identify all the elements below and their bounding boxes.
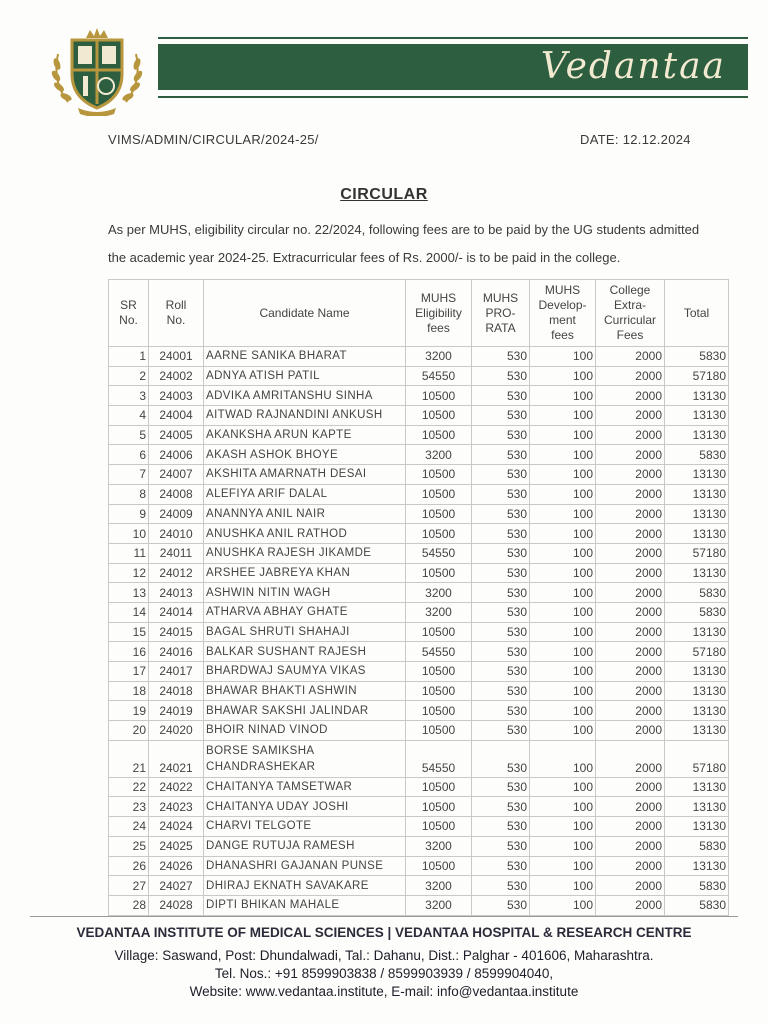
cell-total: 5830 xyxy=(665,602,729,622)
cell-sr-no: 28 xyxy=(109,895,149,915)
cell-eligibility-fees: 10500 xyxy=(406,484,472,504)
cell-sr-no: 8 xyxy=(109,484,149,504)
cell-candidate-name: BAGAL SHRUTI SHAHAJI xyxy=(204,622,406,642)
cell-sr-no: 17 xyxy=(109,662,149,682)
cell-candidate-name: DHIRAJ EKNATH SAVAKARE xyxy=(204,876,406,896)
cell-total: 13130 xyxy=(665,662,729,682)
cell-total: 57180 xyxy=(665,366,729,386)
cell-candidate-name: CHAITANYA TAMSETWAR xyxy=(204,777,406,797)
cell-roll-no: 24004 xyxy=(149,406,204,426)
cell-sr-no: 4 xyxy=(109,406,149,426)
cell-extracurricular-fees: 2000 xyxy=(596,465,665,485)
cell-roll-no: 24002 xyxy=(149,366,204,386)
cell-candidate-name: ANANNYA ANIL NAIR xyxy=(204,504,406,524)
table-row xyxy=(109,642,729,662)
cell-roll-no: 24022 xyxy=(149,777,204,797)
cell-extracurricular-fees: 2000 xyxy=(596,445,665,465)
cell-roll-no: 24024 xyxy=(149,817,204,837)
cell-eligibility-fees: 3200 xyxy=(406,445,472,465)
cell-total: 13130 xyxy=(665,524,729,544)
cell-roll-no: 24025 xyxy=(149,836,204,856)
circular-title: CIRCULAR xyxy=(340,186,428,203)
cell-candidate-name: ARSHEE JABREYA KHAN xyxy=(204,563,406,583)
cell-sr-no: 24 xyxy=(109,817,149,837)
circular-body-line1: As per MUHS, eligibility circular no. 22/2024, following fees are to be paid by the UG students admitted xyxy=(108,222,700,237)
cell-extracurricular-fees: 2000 xyxy=(596,602,665,622)
cell-pro-rata: 530 xyxy=(472,563,530,583)
cell-extracurricular-fees: 2000 xyxy=(596,797,665,817)
footer-rule xyxy=(30,916,738,917)
table-row xyxy=(109,701,729,721)
table-row xyxy=(109,524,729,544)
table-row xyxy=(109,543,729,563)
cell-candidate-name: CHAITANYA UDAY JOSHI xyxy=(204,797,406,817)
cell-sr-no: 2 xyxy=(109,366,149,386)
cell-candidate-name: DANGE RUTUJA RAMESH xyxy=(204,836,406,856)
header-rule-bottom xyxy=(158,96,748,98)
cell-total: 5830 xyxy=(665,876,729,896)
cell-development-fees: 100 xyxy=(530,797,596,817)
footer-institute: VEDANTAA INSTITUTE OF MEDICAL SCIENCES | VEDANTAA HOSPITAL & RESEARCH CENTRE xyxy=(76,925,692,940)
cell-roll-no: 24009 xyxy=(149,504,204,524)
cell-roll-no: 24026 xyxy=(149,856,204,876)
header-rule-top xyxy=(158,37,748,39)
cell-eligibility-fees: 3200 xyxy=(406,347,472,367)
table-row xyxy=(109,366,729,386)
table-row xyxy=(109,563,729,583)
cell-eligibility-fees: 10500 xyxy=(406,721,472,741)
circular-reference: VIMS/ADMIN/CIRCULAR/2024-25/ xyxy=(108,132,319,147)
cell-extracurricular-fees: 2000 xyxy=(596,583,665,603)
cell-pro-rata: 530 xyxy=(472,406,530,426)
cell-development-fees: 100 xyxy=(530,366,596,386)
cell-eligibility-fees: 10500 xyxy=(406,524,472,544)
cell-eligibility-fees: 10500 xyxy=(406,662,472,682)
cell-pro-rata: 530 xyxy=(472,602,530,622)
cell-pro-rata: 530 xyxy=(472,856,530,876)
table-row xyxy=(109,406,729,426)
cell-sr-no: 3 xyxy=(109,386,149,406)
cell-pro-rata: 530 xyxy=(472,876,530,896)
cell-extracurricular-fees: 2000 xyxy=(596,504,665,524)
footer-website: Website: www.vedantaa.institute, E-mail: info@vedantaa.institute xyxy=(189,984,579,999)
table-row xyxy=(109,465,729,485)
cell-development-fees: 100 xyxy=(530,583,596,603)
cell-eligibility-fees: 3200 xyxy=(406,876,472,896)
cell-candidate-name: ANUSHKA RAJESH JIKAMDE xyxy=(204,543,406,563)
cell-roll-no: 24001 xyxy=(149,347,204,367)
cell-total: 57180 xyxy=(665,543,729,563)
cell-total: 13130 xyxy=(665,681,729,701)
cell-pro-rata: 530 xyxy=(472,740,530,777)
cell-extracurricular-fees: 2000 xyxy=(596,484,665,504)
footer-contact xyxy=(0,947,768,1001)
cell-total: 13130 xyxy=(665,817,729,837)
cell-sr-no: 14 xyxy=(109,602,149,622)
cell-extracurricular-fees: 2000 xyxy=(596,406,665,426)
cell-total: 5830 xyxy=(665,347,729,367)
cell-eligibility-fees: 3200 xyxy=(406,583,472,603)
cell-eligibility-fees: 10500 xyxy=(406,856,472,876)
cell-sr-no: 1 xyxy=(109,347,149,367)
circular-date: DATE: 12.12.2024 xyxy=(580,132,691,147)
cell-roll-no: 24013 xyxy=(149,583,204,603)
cell-total: 13130 xyxy=(665,465,729,485)
table-row xyxy=(109,721,729,741)
cell-roll-no: 24016 xyxy=(149,642,204,662)
cell-eligibility-fees: 3200 xyxy=(406,836,472,856)
header-candidate-name: Candidate Name xyxy=(204,280,406,347)
cell-roll-no: 24017 xyxy=(149,662,204,682)
cell-pro-rata: 530 xyxy=(472,465,530,485)
cell-total: 5830 xyxy=(665,583,729,603)
cell-development-fees: 100 xyxy=(530,524,596,544)
table-row xyxy=(109,777,729,797)
cell-sr-no: 18 xyxy=(109,681,149,701)
cell-pro-rata: 530 xyxy=(472,836,530,856)
cell-development-fees: 100 xyxy=(530,622,596,642)
cell-candidate-name: ADNYA ATISH PATIL xyxy=(204,366,406,386)
cell-roll-no: 24021 xyxy=(149,740,204,777)
cell-pro-rata: 530 xyxy=(472,701,530,721)
cell-pro-rata: 530 xyxy=(472,777,530,797)
fees-table xyxy=(108,279,729,916)
cell-eligibility-fees: 54550 xyxy=(406,543,472,563)
cell-roll-no: 24008 xyxy=(149,484,204,504)
cell-roll-no: 24006 xyxy=(149,445,204,465)
cell-pro-rata: 530 xyxy=(472,662,530,682)
cell-roll-no: 24023 xyxy=(149,797,204,817)
cell-development-fees: 100 xyxy=(530,543,596,563)
cell-roll-no: 24027 xyxy=(149,876,204,896)
cell-pro-rata: 530 xyxy=(472,386,530,406)
cell-roll-no: 24005 xyxy=(149,425,204,445)
cell-candidate-name: ASHWIN NITIN WAGH xyxy=(204,583,406,603)
cell-roll-no: 24003 xyxy=(149,386,204,406)
cell-eligibility-fees: 10500 xyxy=(406,386,472,406)
cell-sr-no: 26 xyxy=(109,856,149,876)
cell-sr-no: 15 xyxy=(109,622,149,642)
cell-roll-no: 24028 xyxy=(149,895,204,915)
cell-development-fees: 100 xyxy=(530,895,596,915)
cell-sr-no: 13 xyxy=(109,583,149,603)
cell-total: 57180 xyxy=(665,740,729,777)
cell-sr-no: 6 xyxy=(109,445,149,465)
cell-extracurricular-fees: 2000 xyxy=(596,817,665,837)
cell-extracurricular-fees: 2000 xyxy=(596,740,665,777)
cell-sr-no: 12 xyxy=(109,563,149,583)
cell-sr-no: 10 xyxy=(109,524,149,544)
cell-eligibility-fees: 54550 xyxy=(406,740,472,777)
cell-total: 13130 xyxy=(665,425,729,445)
table-row xyxy=(109,622,729,642)
circular-body xyxy=(108,216,768,272)
cell-development-fees: 100 xyxy=(530,681,596,701)
cell-extracurricular-fees: 2000 xyxy=(596,563,665,583)
table-row xyxy=(109,856,729,876)
cell-development-fees: 100 xyxy=(530,701,596,721)
table-row xyxy=(109,504,729,524)
cell-extracurricular-fees: 2000 xyxy=(596,701,665,721)
table-row xyxy=(109,797,729,817)
fees-table-body xyxy=(109,347,729,916)
footer-address: Village: Saswand, Post: Dhundalwadi, Tal.: Dahanu, Dist.: Palghar - 401606, Maharashtra. xyxy=(114,948,654,963)
cell-development-fees: 100 xyxy=(530,721,596,741)
cell-eligibility-fees: 10500 xyxy=(406,701,472,721)
table-row xyxy=(109,836,729,856)
cell-candidate-name: BHAWAR SAKSHI JALINDAR xyxy=(204,701,406,721)
cell-total: 57180 xyxy=(665,642,729,662)
cell-pro-rata: 530 xyxy=(472,681,530,701)
cell-total: 13130 xyxy=(665,622,729,642)
cell-development-fees: 100 xyxy=(530,836,596,856)
cell-sr-no: 25 xyxy=(109,836,149,856)
cell-development-fees: 100 xyxy=(530,504,596,524)
cell-development-fees: 100 xyxy=(530,740,596,777)
cell-pro-rata: 530 xyxy=(472,895,530,915)
header-muhs-eligibility-fees: MUHS Eligibility fees xyxy=(406,280,472,347)
cell-sr-no: 7 xyxy=(109,465,149,485)
cell-pro-rata: 530 xyxy=(472,366,530,386)
table-row xyxy=(109,895,729,915)
cell-eligibility-fees: 10500 xyxy=(406,504,472,524)
cell-pro-rata: 530 xyxy=(472,797,530,817)
cell-eligibility-fees: 10500 xyxy=(406,465,472,485)
cell-total: 13130 xyxy=(665,701,729,721)
cell-development-fees: 100 xyxy=(530,484,596,504)
cell-eligibility-fees: 3200 xyxy=(406,602,472,622)
cell-sr-no: 11 xyxy=(109,543,149,563)
cell-candidate-name: AKSHITA AMARNATH DESAI xyxy=(204,465,406,485)
cell-roll-no: 24010 xyxy=(149,524,204,544)
vedantaa-crest-logo xyxy=(48,24,146,116)
cell-development-fees: 100 xyxy=(530,445,596,465)
cell-extracurricular-fees: 2000 xyxy=(596,721,665,741)
cell-sr-no: 16 xyxy=(109,642,149,662)
cell-extracurricular-fees: 2000 xyxy=(596,856,665,876)
cell-pro-rata: 530 xyxy=(472,817,530,837)
cell-pro-rata: 530 xyxy=(472,425,530,445)
cell-total: 13130 xyxy=(665,721,729,741)
cell-development-fees: 100 xyxy=(530,777,596,797)
cell-extracurricular-fees: 2000 xyxy=(596,895,665,915)
cell-total: 13130 xyxy=(665,386,729,406)
cell-total: 13130 xyxy=(665,406,729,426)
header-muhs-pro-rata: MUHS PRO- RATA xyxy=(472,280,530,347)
cell-sr-no: 20 xyxy=(109,721,149,741)
table-row xyxy=(109,681,729,701)
cell-extracurricular-fees: 2000 xyxy=(596,777,665,797)
cell-extracurricular-fees: 2000 xyxy=(596,386,665,406)
table-row xyxy=(109,817,729,837)
table-row xyxy=(109,740,729,777)
header-banner xyxy=(158,44,748,90)
cell-sr-no: 9 xyxy=(109,504,149,524)
table-row xyxy=(109,386,729,406)
cell-eligibility-fees: 10500 xyxy=(406,681,472,701)
cell-extracurricular-fees: 2000 xyxy=(596,642,665,662)
cell-candidate-name: BORSE SAMIKSHA CHANDRASHEKAR xyxy=(204,740,406,777)
table-row xyxy=(109,425,729,445)
cell-roll-no: 24011 xyxy=(149,543,204,563)
cell-eligibility-fees: 10500 xyxy=(406,622,472,642)
header-roll-no: Roll No. xyxy=(149,280,204,347)
cell-candidate-name: ALEFIYA ARIF DALAL xyxy=(204,484,406,504)
cell-total: 13130 xyxy=(665,856,729,876)
cell-pro-rata: 530 xyxy=(472,642,530,662)
cell-roll-no: 24014 xyxy=(149,602,204,622)
cell-total: 5830 xyxy=(665,895,729,915)
cell-sr-no: 27 xyxy=(109,876,149,896)
cell-candidate-name: DHANASHRI GAJANAN PUNSE xyxy=(204,856,406,876)
table-row xyxy=(109,347,729,367)
cell-candidate-name: ANUSHKA ANIL RATHOD xyxy=(204,524,406,544)
cell-development-fees: 100 xyxy=(530,876,596,896)
cell-extracurricular-fees: 2000 xyxy=(596,366,665,386)
cell-roll-no: 24012 xyxy=(149,563,204,583)
cell-candidate-name: CHARVI TELGOTE xyxy=(204,817,406,837)
cell-candidate-name: BHARDWAJ SAUMYA VIKAS xyxy=(204,662,406,682)
cell-development-fees: 100 xyxy=(530,386,596,406)
cell-total: 5830 xyxy=(665,445,729,465)
cell-pro-rata: 530 xyxy=(472,721,530,741)
cell-development-fees: 100 xyxy=(530,856,596,876)
cell-eligibility-fees: 54550 xyxy=(406,366,472,386)
header-total: Total xyxy=(665,280,729,347)
cell-extracurricular-fees: 2000 xyxy=(596,524,665,544)
cell-pro-rata: 530 xyxy=(472,445,530,465)
header-sr-no: SR No. xyxy=(109,280,149,347)
cell-eligibility-fees: 10500 xyxy=(406,406,472,426)
table-row xyxy=(109,484,729,504)
cell-sr-no: 5 xyxy=(109,425,149,445)
header-muhs-development-fees: MUHS Develop- ment fees xyxy=(530,280,596,347)
cell-sr-no: 19 xyxy=(109,701,149,721)
cell-extracurricular-fees: 2000 xyxy=(596,662,665,682)
cell-eligibility-fees: 54550 xyxy=(406,642,472,662)
cell-extracurricular-fees: 2000 xyxy=(596,836,665,856)
cell-extracurricular-fees: 2000 xyxy=(596,425,665,445)
cell-total: 13130 xyxy=(665,504,729,524)
cell-development-fees: 100 xyxy=(530,406,596,426)
table-row xyxy=(109,662,729,682)
cell-roll-no: 24018 xyxy=(149,681,204,701)
cell-pro-rata: 530 xyxy=(472,347,530,367)
cell-total: 13130 xyxy=(665,797,729,817)
cell-roll-no: 24015 xyxy=(149,622,204,642)
cell-pro-rata: 530 xyxy=(472,484,530,504)
cell-development-fees: 100 xyxy=(530,817,596,837)
table-row xyxy=(109,876,729,896)
table-header-row xyxy=(109,280,729,347)
cell-sr-no: 21 xyxy=(109,740,149,777)
cell-sr-no: 22 xyxy=(109,777,149,797)
cell-pro-rata: 530 xyxy=(472,543,530,563)
cell-roll-no: 24019 xyxy=(149,701,204,721)
cell-total: 13130 xyxy=(665,563,729,583)
cell-development-fees: 100 xyxy=(530,347,596,367)
circular-body-line2: the academic year 2024-25. Extracurricular fees of Rs. 2000/- is to be paid in the college. xyxy=(108,250,621,265)
cell-eligibility-fees: 10500 xyxy=(406,817,472,837)
cell-extracurricular-fees: 2000 xyxy=(596,681,665,701)
header-extracurricular-fees: College Extra- Curricular Fees xyxy=(596,280,665,347)
table-row xyxy=(109,602,729,622)
cell-candidate-name: DIPTI BHIKAN MAHALE xyxy=(204,895,406,915)
cell-extracurricular-fees: 2000 xyxy=(596,876,665,896)
cell-extracurricular-fees: 2000 xyxy=(596,622,665,642)
cell-pro-rata: 530 xyxy=(472,622,530,642)
cell-candidate-name: AITWAD RAJNANDINI ANKUSH xyxy=(204,406,406,426)
page-title xyxy=(0,186,768,204)
cell-roll-no: 24007 xyxy=(149,465,204,485)
cell-pro-rata: 530 xyxy=(472,524,530,544)
cell-extracurricular-fees: 2000 xyxy=(596,347,665,367)
cell-development-fees: 100 xyxy=(530,642,596,662)
cell-roll-no: 24020 xyxy=(149,721,204,741)
footer-phones: Tel. Nos.: +91 8599903838 / 8599903939 / 8599904040, xyxy=(214,966,554,981)
cell-development-fees: 100 xyxy=(530,425,596,445)
cell-total: 13130 xyxy=(665,484,729,504)
cell-pro-rata: 530 xyxy=(472,583,530,603)
cell-candidate-name: ADVIKA AMRITANSHU SINHA xyxy=(204,386,406,406)
cell-candidate-name: BALKAR SUSHANT RAJESH xyxy=(204,642,406,662)
cell-candidate-name: AKANKSHA ARUN KAPTE xyxy=(204,425,406,445)
cell-sr-no: 23 xyxy=(109,797,149,817)
cell-eligibility-fees: 10500 xyxy=(406,797,472,817)
cell-candidate-name: AARNE SANIKA BHARAT xyxy=(204,347,406,367)
cell-candidate-name: ATHARVA ABHAY GHATE xyxy=(204,602,406,622)
table-row xyxy=(109,445,729,465)
cell-total: 13130 xyxy=(665,777,729,797)
cell-development-fees: 100 xyxy=(530,662,596,682)
cell-extracurricular-fees: 2000 xyxy=(596,543,665,563)
cell-eligibility-fees: 10500 xyxy=(406,777,472,797)
cell-eligibility-fees: 10500 xyxy=(406,563,472,583)
cell-eligibility-fees: 3200 xyxy=(406,895,472,915)
cell-pro-rata: 530 xyxy=(472,504,530,524)
cell-candidate-name: BHOIR NINAD VINOD xyxy=(204,721,406,741)
cell-development-fees: 100 xyxy=(530,602,596,622)
table-row xyxy=(109,583,729,603)
brand-name: Vedantaa xyxy=(540,46,726,87)
cell-candidate-name: AKASH ASHOK BHOYE xyxy=(204,445,406,465)
cell-development-fees: 100 xyxy=(530,563,596,583)
cell-development-fees: 100 xyxy=(530,465,596,485)
cell-candidate-name: BHAWAR BHAKTI ASHWIN xyxy=(204,681,406,701)
cell-total: 5830 xyxy=(665,836,729,856)
cell-eligibility-fees: 10500 xyxy=(406,425,472,445)
